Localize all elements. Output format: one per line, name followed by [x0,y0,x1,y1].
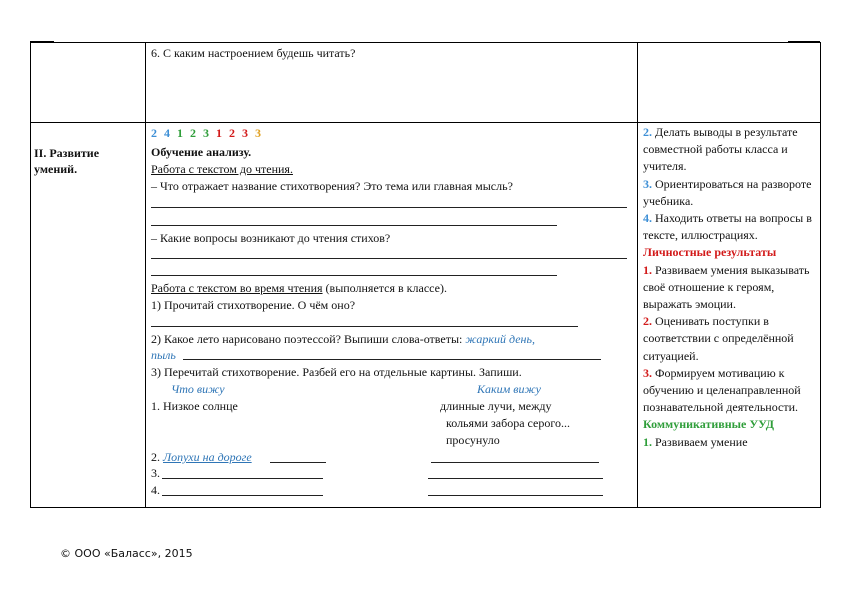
task-2-answer-b: пыль [151,348,176,362]
personal-item-number: 1. [643,262,652,277]
level-number: 3 [242,126,248,140]
level-number: 3 [255,126,261,140]
meta-item-text: Делать выводы в результате совместной работы класса и учителя. [643,125,798,174]
question-theme: – Что отражает название стихотворения? Это тема или главная мысль? [151,179,513,193]
answer-line [151,326,578,327]
meta-item-text: Ориентироваться на развороте учебника. [643,176,812,208]
answer-line [183,359,601,360]
task-2-text: 2) Какое лето нарисовано поэтессой? Выпиши слова-ответы: [151,332,466,346]
during-reading-note: (выполняется в классе). [322,281,447,295]
personal-item [643,262,821,314]
level-number: 1 [177,126,183,140]
meta-item-text: Находить ответы на вопросы в тексте, иллюстрациях. [643,211,812,243]
corner-mark-right [788,41,820,42]
column-how-heading: Каким вижу [477,382,541,396]
row-1-right-1: длинные лучи, между [440,399,552,413]
stage-title: II. Развитие умений. [34,146,100,176]
corner-mark-left [30,41,54,42]
personal-item [643,313,821,365]
task-2 [151,332,535,346]
during-reading [151,281,447,295]
answer-line [151,275,557,276]
row-4-left: 4. [151,483,160,497]
personal-item-text: Развиваем умения выказывать своё отношение к героям, выражать эмоции. [643,262,810,312]
meta-item [643,176,821,210]
table-bottom-border [30,507,821,508]
answer-line [428,478,603,479]
question-questions: – Какие вопросы возникают до чтения стихов? [151,231,391,245]
row-2-answer: Лопухи на дороге [163,450,252,464]
level-number: 2 [151,126,157,140]
task-1: 1) Прочитай стихотворение. О чём оно? [151,298,356,312]
row-1-left: 1. Низкое солнце [151,399,238,413]
personal-item-number: 3. [643,365,652,380]
row-1-right-2: кольями забора серого... [446,416,570,430]
column-divider-2 [637,42,638,508]
row-2-prefix: 2. [151,450,163,464]
task-3: 3) Перечитай стихотворение. Разбей его на отдельные картины. Запиши. [151,365,522,379]
communicative-item-number: 1. [643,434,652,449]
level-number: 4 [164,126,170,140]
meta-item [643,210,821,244]
level-number: 2 [190,126,196,140]
personal-results-heading: Личностные результаты [643,245,777,260]
level-number: 2 [229,126,235,140]
table-left-border [30,42,31,508]
personal-item-text: Формируем мотивацию к обучению и целенаправленной познавательной деятельности. [643,365,801,415]
answer-line [270,462,326,463]
answer-line [162,495,323,496]
personal-item-text: Оценивать поступки в соответствии с определённой ситуацией. [643,314,794,363]
question-6: 6. С каким настроением будешь читать? [151,46,356,60]
meta-item [643,124,821,176]
during-reading-heading: Работа с текстом во время чтения [151,281,323,295]
personal-item-number: 2. [643,314,652,329]
row-1-right-3: просунуло [446,433,500,447]
results-column [643,124,821,451]
before-reading-heading: Работа с текстом до чтения. [151,162,293,176]
meta-item-number: 4. [643,211,652,226]
task-2-answer-a: жаркий день, [465,332,535,346]
communicative-item-text: Развиваем умение [652,434,748,449]
communicative-item [643,434,821,451]
section-heading: Обучение анализу. [151,145,252,159]
row-2-left [151,450,252,464]
column-divider-1 [145,42,146,508]
meta-item-number: 3. [643,176,652,191]
answer-line [151,207,627,208]
answer-line [431,462,599,463]
answer-line [151,258,627,259]
table-top-border [30,42,820,43]
level-number: 3 [203,126,209,140]
row-3-left: 3. [151,466,160,480]
row-divider [30,122,821,123]
copyright: © ООО «Баласс», 2015 [60,547,193,560]
column-what-heading: Что вижу [171,382,225,396]
level-number: 1 [216,126,222,140]
meta-item-number: 2. [643,125,652,139]
communicative-heading: Коммуникативные УУД [643,417,775,432]
level-numbers [151,126,268,141]
answer-line [151,225,557,226]
personal-item [643,365,821,417]
answer-line [428,495,603,496]
answer-line [162,478,323,479]
